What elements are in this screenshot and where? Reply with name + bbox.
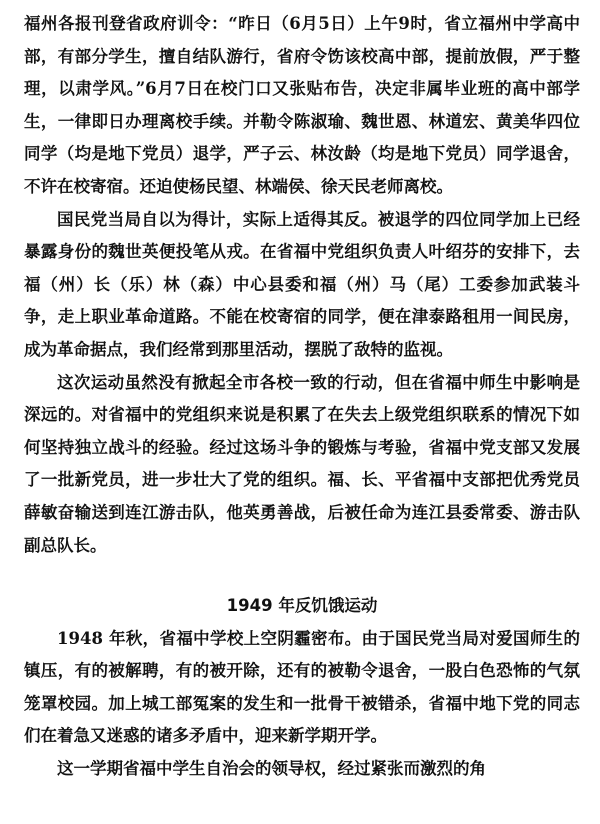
paragraph-autumn-1948: 1948 年秋，省福中学校上空阴霾密布。由于国民党当局对爱国师生的镇压，有的被解聘，有的被开除，还有的被勒令退舍，一股白色恐怖的气氛笼罩校园。加上城工部冤案的发生和一批骨干被错杀，省福中地下党的同志们在着急又迷惑的诸多矛盾中，迎来新学期开学。 <box>24 628 580 746</box>
section-title: 1949 年反饥饿运动 <box>226 596 378 616</box>
paragraph-influence: 这次运动虽然没有掀起全市各校一致的行动，但在省福中师生中影响是深远的。对省福中的党组织来说是积累了在失去上级党组织联系的情况下如何坚持独立战斗的经验。经过这场斗争的锻炼与考验，省福中党支部又发展了一批新党员，进一步壮大了党的组织。福、长、平省福中支部把优秀党员薛敏奋输送到连江游击队，他英勇善战，后被任命为连江县委常委、游击队副总队长。 <box>24 372 580 555</box>
paragraph-order-quote: 福州各报刊登省政府训令：“昨日（6月5日）上午9时，省立福州中学高中部，有部分学生，擅自结队游行，省府令饬该校高中部，提前放假，严于整理，以肃学风。”6月7日在校门口又张贴布告，决定非属毕业班的高中部学生，一律即日办理离校手续。并勒令陈淑瑜、魏世恩、林道宏、黄美华四位同学（均是地下党员）退学，严子云、林汝龄（均是地下党员）同学退舍，不许在校寄宿。还迫使杨民望、林端侯、徐天民老师离校。 <box>24 14 580 196</box>
paragraph-student-council: 这一学期省福中学生自治会的领导权，经过紧张而激烈的角 <box>57 759 486 779</box>
document-page <box>24 8 580 786</box>
paragraph-aftermath: 国民党当局自以为得计，实际上适得其反。被退学的四位同学加上已经暴露身份的魏世英便投笔从戎。在省福中党组织负责人叶绍芬的安排下，去福（州）长（乐）林（森）中心县委和福（州）马（尾）工委参加武装斗争，走上职业革命道路。不能在校寄宿的同学，便在津泰路租用一间民房，成为革命据点，我们经常到那里活动，摆脱了敌特的监视。 <box>24 209 580 359</box>
